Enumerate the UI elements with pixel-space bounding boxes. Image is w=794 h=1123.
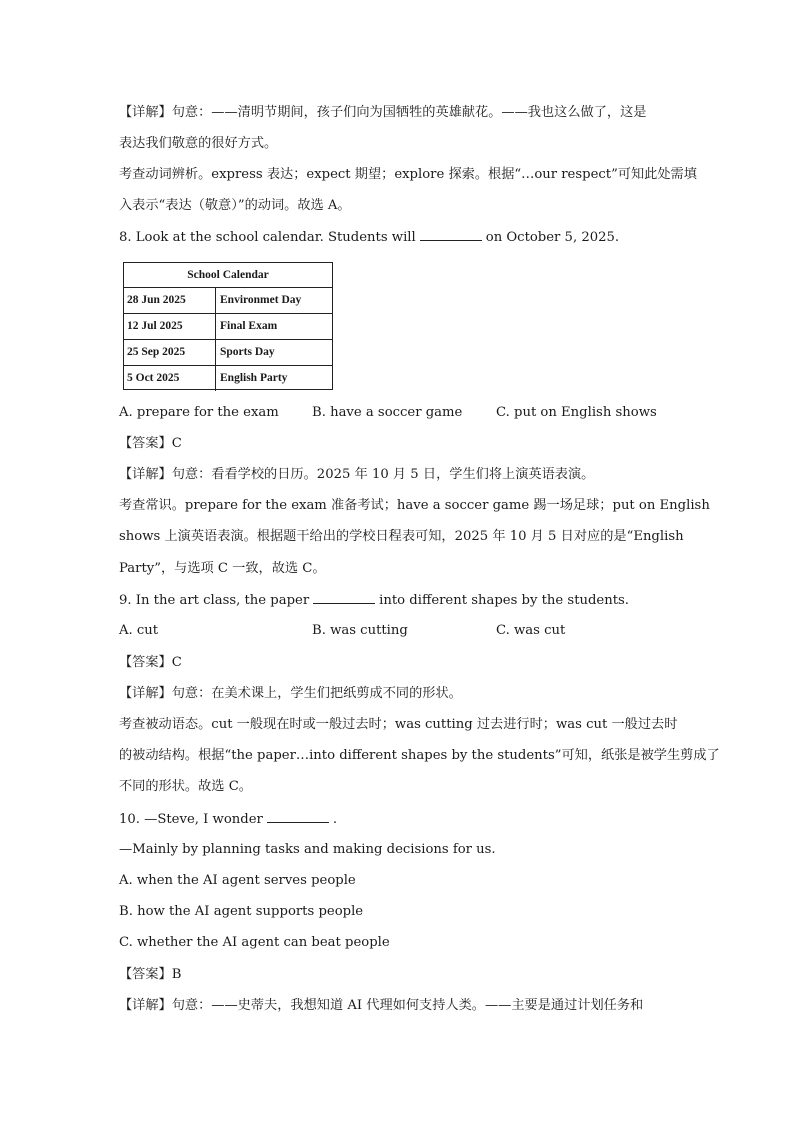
option-b: B. how the AI agent supports people [119, 904, 364, 919]
answer-label: 【答案】C [119, 655, 182, 670]
explanation-line: Party”，与选项 C 一致，故选 C。 [119, 561, 326, 576]
calendar-date: 5 Oct 2025 [124, 366, 216, 391]
question-stem-text: 9. In the art class, the paper [119, 593, 310, 608]
option-a: A. cut [119, 623, 159, 638]
answer-blank [313, 591, 375, 604]
question-10-stem [119, 810, 337, 829]
calendar-row [124, 288, 332, 314]
question-9-options [119, 622, 565, 640]
answer-label: 【答案】B [119, 967, 182, 982]
calendar-date: 12 Jul 2025 [124, 314, 216, 339]
explanation-line: 不同的形状。故选 C。 [119, 779, 252, 794]
question-stem-text: 8. Look at the school calendar. Students will [119, 230, 416, 245]
calendar-event: English Party [220, 372, 288, 384]
explanation-line: 考查动词辨析。express 表达；expect 期望；explore 探索。根据“…our respect”可知此处需填 [119, 167, 697, 182]
calendar-date: 25 Sep 2025 [124, 340, 216, 365]
option-c: C. whether the AI agent can beat people [119, 935, 390, 950]
question-stem-text: on October 5, 2025. [485, 230, 620, 245]
calendar-event: Sports Day [220, 346, 275, 358]
explanation-line: 表达我们敬意的很好方式。 [119, 136, 278, 151]
explanation-line: 入表示“表达（敬意）”的动词。故选 A。 [119, 198, 351, 213]
option-b: B. have a soccer game [312, 405, 463, 420]
calendar-date: 28 Jun 2025 [124, 288, 216, 313]
explanation-line: 【详解】句意：——清明节期间，孩子们向为国牺牲的英雄献花。——我也这么做了，这是 [119, 105, 647, 120]
explanation-line: 【详解】句意：——史蒂夫，我想知道 AI 代理如何支持人类。——主要是通过计划任务和 [119, 998, 644, 1013]
calendar-row [124, 340, 332, 366]
option-a: A. prepare for the exam [119, 405, 279, 420]
explanation-line: 考查常识。prepare for the exam 准备考试；have a soccer game 踢一场足球；put on English [119, 498, 710, 513]
calendar-event: Environmet Day [220, 294, 302, 306]
explanation-line: 的被动结构。根据“the paper…into different shapes by the students”可知，纸张是被学生剪成了 [119, 748, 720, 763]
option-c: C. was cut [496, 623, 566, 638]
explanation-line: 【详解】句意：看看学校的日历。2025 年 10 月 5 日，学生们将上演英语表演。 [119, 467, 595, 482]
answer-blank [420, 228, 482, 241]
question-stem-text: . [332, 812, 338, 827]
dialogue-reply: —Mainly by planning tasks and making decisions for us. [119, 842, 496, 857]
question-9-stem [119, 591, 629, 610]
calendar-title: School Calendar [124, 263, 332, 288]
explanation-line: 【详解】句意：在美术课上，学生们把纸剪成不同的形状。 [119, 686, 462, 701]
question-8-stem [119, 228, 619, 247]
explanation-line: 考查被动语态。cut 一般现在时或一般过去时；was cutting 过去进行时；was cut 一般过去时 [119, 717, 678, 732]
question-stem-text: into different shapes by the students. [379, 593, 629, 608]
answer-blank [267, 810, 329, 823]
explanation-line: shows 上演英语表演。根据题干给出的学校日程表可知，2025 年 10 月 5 日对应的是“English [119, 529, 684, 544]
option-c: C. put on English shows [496, 405, 657, 420]
calendar-row [124, 314, 332, 340]
calendar-row [124, 366, 332, 391]
option-b: B. was cutting [312, 623, 408, 638]
answer-label: 【答案】C [119, 436, 182, 451]
option-a: A. when the AI agent serves people [119, 873, 356, 888]
school-calendar-table [123, 262, 333, 390]
question-8-options [119, 404, 657, 422]
question-stem-text: 10. —Steve, I wonder [119, 812, 263, 827]
calendar-event: Final Exam [220, 320, 278, 332]
